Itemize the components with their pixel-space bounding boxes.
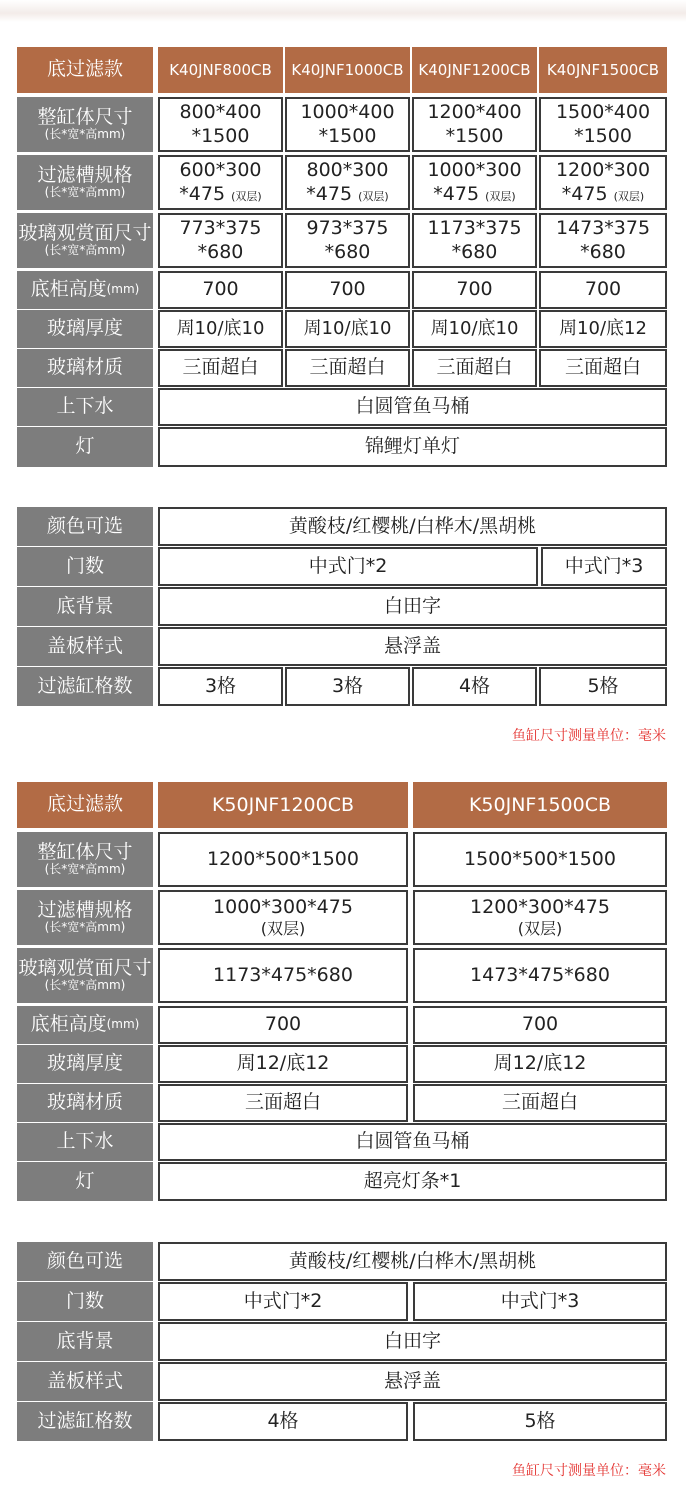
table-cell: 三面超白 — [285, 349, 410, 387]
label-unit: (mm) — [106, 1017, 140, 1032]
label-main: 玻璃观赏面尺寸 — [18, 957, 152, 980]
label-sub: (长*宽*高mm) — [44, 243, 126, 258]
cell-line: *1500 — [318, 124, 377, 147]
cell-line: 800*300 — [306, 159, 389, 182]
cell-line: 1200*400 — [427, 101, 522, 124]
label-main: 玻璃观赏面尺寸 — [18, 222, 152, 245]
row-label — [17, 832, 153, 887]
table-row-cabinet-height — [17, 1006, 667, 1044]
row-label: 玻璃材质 — [17, 1084, 153, 1122]
table-cell: 周10/底12 — [539, 310, 667, 348]
table-cell: 700 — [158, 1006, 408, 1044]
table-row-glass-material — [17, 1084, 667, 1122]
table-cell: 三面超白 — [539, 349, 667, 387]
table-row-color — [17, 507, 667, 546]
table-cell — [158, 213, 283, 268]
label-main: 整缸体尺寸 — [37, 841, 133, 864]
table-cell: 黄酸枝/红樱桃/白桦木/黑胡桃 — [158, 1242, 667, 1281]
layer-tag: (双层) — [517, 919, 563, 939]
table-cell: 4格 — [412, 667, 537, 706]
table-cell: 白田字 — [158, 1322, 667, 1361]
row-label — [17, 155, 153, 210]
table-cell: 中式门*3 — [541, 547, 667, 586]
cell-line: 1200*300*475 — [470, 896, 610, 919]
row-label — [17, 271, 153, 309]
cell-line: 1200*300 — [555, 159, 651, 182]
row-label: 底背景 — [17, 1322, 153, 1361]
layer-tag: (双层) — [231, 189, 262, 203]
table-header-row — [17, 782, 667, 828]
row-label: 过滤缸格数 — [17, 1402, 153, 1441]
table-row-light — [17, 1162, 667, 1201]
table-cell — [158, 97, 283, 152]
layer-tag: (双层) — [485, 189, 516, 203]
table-cell — [158, 155, 283, 210]
model-k50jnf1200cb: K50JNF1200CB — [158, 782, 408, 828]
row-label — [17, 890, 153, 945]
cell-line: *680 — [197, 240, 244, 263]
table-cell: 700 — [158, 271, 283, 309]
layer-tag: (双层) — [358, 189, 389, 203]
label-sub: (长*宽*高mm) — [44, 978, 126, 993]
label-sub: (长*宽*高mm) — [44, 127, 126, 142]
table-row-light — [17, 427, 667, 467]
table-cell: 周12/底12 — [413, 1045, 667, 1083]
cell-line: 600*300 — [179, 159, 262, 182]
row-label: 灯 — [17, 427, 153, 467]
cell-line: *680 — [580, 240, 626, 263]
cell-line: 1473*375 — [555, 217, 651, 240]
table-cell: 700 — [413, 1006, 667, 1044]
table-row-glass-view — [17, 213, 667, 268]
top-decor-strip — [0, 0, 686, 22]
spec-table-k40 — [17, 47, 667, 467]
table-cell: 1473*475*680 — [413, 948, 667, 1003]
label-main: 过滤槽规格 — [37, 899, 133, 922]
table-row-color — [17, 1242, 667, 1281]
table-cell: 5格 — [539, 667, 667, 706]
row-label — [17, 948, 153, 1003]
cell-line: *475 (双层) — [306, 182, 389, 205]
table-row-plumbing — [17, 1123, 667, 1161]
table-row-tank-size — [17, 832, 667, 887]
spec-table-k50 — [17, 782, 667, 1201]
table-cell: 黄酸枝/红樱桃/白桦木/黑胡桃 — [158, 507, 667, 546]
cell-line: 1000*400 — [300, 101, 395, 124]
cell-line: 1500*400 — [555, 101, 651, 124]
table-cell: 三面超白 — [412, 349, 537, 387]
table-cell: 三面超白 — [158, 349, 283, 387]
cell-line: 773*375 — [179, 217, 262, 240]
header-label: 底过滤款 — [17, 47, 153, 93]
table-cell — [413, 890, 667, 945]
table-cell: 三面超白 — [413, 1084, 667, 1122]
table-cell — [158, 890, 408, 945]
label-sub: (长*宽*高mm) — [44, 920, 126, 935]
table-row-cabinet-height — [17, 271, 667, 309]
header-label: 底过滤款 — [17, 782, 153, 828]
table-row-tank-size — [17, 97, 667, 152]
label-main: 底柜高度 — [30, 278, 107, 301]
table-cell — [285, 213, 410, 268]
row-label: 上下水 — [17, 1123, 153, 1161]
model-k40jnf1000cb: K40JNF1000CB — [285, 47, 410, 93]
row-label — [17, 97, 153, 152]
table-cell — [285, 155, 410, 210]
table-header-row — [17, 47, 667, 93]
table-cell: 3格 — [158, 667, 283, 706]
table-cell: 超亮灯条*1 — [158, 1162, 667, 1201]
model-k40jnf1500cb: K40JNF1500CB — [539, 47, 667, 93]
table-cell — [412, 155, 537, 210]
table-row-cover — [17, 627, 667, 666]
cell-line: *680 — [451, 240, 498, 263]
table-cell: 锦鲤灯单灯 — [158, 427, 667, 467]
table-cell: 悬浮盖 — [158, 1362, 667, 1401]
options-table-k50 — [17, 1242, 667, 1441]
table-row-glass-thickness — [17, 310, 667, 348]
cell-line: *680 — [324, 240, 371, 263]
row-label: 玻璃厚度 — [17, 1045, 153, 1083]
table-cell: 三面超白 — [158, 1084, 408, 1122]
table-cell — [412, 213, 537, 268]
table-cell: 悬浮盖 — [158, 627, 667, 666]
row-label — [17, 213, 153, 268]
table-row-glass-view — [17, 948, 667, 1003]
cell-line: *1500 — [574, 124, 632, 147]
table-cell: 白圆管鱼马桶 — [158, 1123, 667, 1161]
table-cell: 1500*500*1500 — [413, 832, 667, 887]
table-cell: 中式门*2 — [158, 1282, 408, 1321]
cell-line: 800*400 — [179, 101, 262, 124]
cell-line: *475 (双层) — [561, 182, 645, 205]
row-label: 门数 — [17, 547, 153, 586]
table-cell: 1173*475*680 — [158, 948, 408, 1003]
label-main: 整缸体尺寸 — [37, 106, 133, 129]
row-label: 玻璃厚度 — [17, 310, 153, 348]
model-k50jnf1500cb: K50JNF1500CB — [413, 782, 667, 828]
table-cell: 3格 — [285, 667, 410, 706]
table-cell: 中式门*3 — [413, 1282, 667, 1321]
table-row-cover — [17, 1362, 667, 1401]
row-label: 玻璃材质 — [17, 349, 153, 387]
table-row-background — [17, 587, 667, 626]
cell-line: *475 (双层) — [433, 182, 516, 205]
table-cell — [285, 97, 410, 152]
row-label: 颜色可选 — [17, 1242, 153, 1281]
row-label: 颜色可选 — [17, 507, 153, 546]
table-row-doors — [17, 1282, 667, 1321]
table-cell — [539, 155, 667, 210]
table-row-filter-size — [17, 155, 667, 210]
label-sub: (长*宽*高mm) — [44, 862, 126, 877]
table-cell: 周10/底10 — [285, 310, 410, 348]
cell-line: 1000*300*475 — [213, 896, 353, 919]
table-cell: 白圆管鱼马桶 — [158, 388, 667, 426]
table-row-glass-material — [17, 349, 667, 387]
table-row-doors — [17, 547, 667, 586]
table-cell — [539, 213, 667, 268]
cell-line: 973*375 — [306, 217, 389, 240]
cell-line: 1173*375 — [427, 217, 522, 240]
cell-line: *1500 — [445, 124, 504, 147]
row-label: 上下水 — [17, 388, 153, 426]
cell-line: *475 (双层) — [179, 182, 262, 205]
label-main: 底柜高度 — [30, 1013, 107, 1036]
table-cell: 周10/底10 — [158, 310, 283, 348]
label-main: 过滤槽规格 — [37, 164, 133, 187]
table-cell: 周10/底10 — [412, 310, 537, 348]
table-cell: 4格 — [158, 1402, 408, 1441]
table-row-background — [17, 1322, 667, 1361]
table-row-filter-size — [17, 890, 667, 945]
options-table-k40 — [17, 507, 667, 706]
table-cell: 700 — [285, 271, 410, 309]
table-row-grids — [17, 667, 667, 706]
unit-note: 鱼缸尺寸测量单位：毫米 — [512, 728, 666, 744]
table-cell: 中式门*2 — [158, 547, 538, 586]
table-cell: 1200*500*1500 — [158, 832, 408, 887]
row-label: 门数 — [17, 1282, 153, 1321]
table-cell: 周12/底12 — [158, 1045, 408, 1083]
row-label: 盖板样式 — [17, 1362, 153, 1401]
table-cell: 白田字 — [158, 587, 667, 626]
model-k40jnf800cb: K40JNF800CB — [158, 47, 283, 93]
layer-tag: (双层) — [260, 919, 306, 939]
row-label: 底背景 — [17, 587, 153, 626]
layer-tag: (双层) — [613, 189, 645, 203]
table-cell: 700 — [539, 271, 667, 309]
unit-note: 鱼缸尺寸测量单位：毫米 — [512, 1463, 666, 1479]
table-cell — [539, 97, 667, 152]
table-row-glass-thickness — [17, 1045, 667, 1083]
table-row-grids — [17, 1402, 667, 1441]
row-label: 盖板样式 — [17, 627, 153, 666]
row-label — [17, 1006, 153, 1044]
model-k40jnf1200cb: K40JNF1200CB — [412, 47, 537, 93]
label-unit: (mm) — [106, 282, 140, 297]
table-cell — [412, 97, 537, 152]
table-cell: 700 — [412, 271, 537, 309]
row-label: 灯 — [17, 1162, 153, 1201]
table-cell: 5格 — [413, 1402, 667, 1441]
table-row-plumbing — [17, 388, 667, 426]
cell-line: *1500 — [191, 124, 250, 147]
cell-line: 1000*300 — [427, 159, 522, 182]
row-label: 过滤缸格数 — [17, 667, 153, 706]
label-sub: (长*宽*高mm) — [44, 185, 126, 200]
